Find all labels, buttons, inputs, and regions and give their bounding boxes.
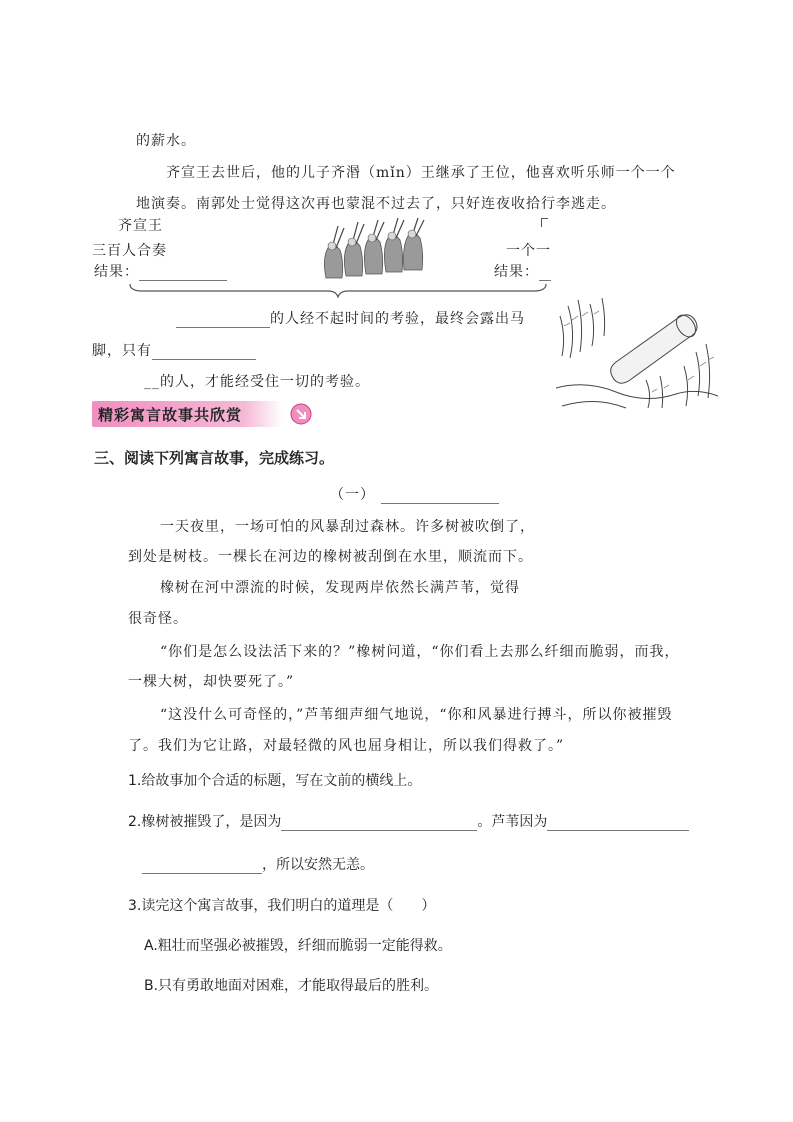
question-2-continued (142, 854, 374, 874)
story-line: 了。我们为它让路，对最轻微的风也屈身相让，所以我们得救了。” (128, 738, 565, 754)
question-2-text: 。芦苇因为 (477, 814, 548, 830)
paragraph-line: 地演奏。南郭处士觉得这次再也蒙混不过去了，只好连夜收拾行李逃走。 (136, 196, 616, 212)
story-line: 橡树在河中漂流的时候，发现两岸依然长满芦苇，觉得 (160, 580, 520, 596)
story-title-line (330, 484, 499, 504)
diagram-right-mode: 一个一 (506, 243, 551, 259)
cropped-glyph (541, 218, 548, 227)
answer-blank[interactable] (142, 859, 262, 874)
story-number: （一） (330, 487, 375, 503)
paragraph-line: 的薪水。 (136, 133, 196, 149)
option-b[interactable]: B.只有勇敢地面对困难，才能取得最后的胜利。 (144, 978, 439, 994)
question-1: 1.给故事加个合适的标题，写在文前的横线上。 (128, 773, 422, 789)
fill-line (176, 308, 525, 328)
fill-line (92, 340, 256, 360)
answer-blank[interactable] (139, 266, 227, 281)
diagram-brace (128, 282, 548, 298)
section-heading: 三、阅读下列寓言故事，完成练习。 (94, 449, 335, 467)
fill-text: 的人经不起时间的考验，最终会露出马 (270, 311, 525, 327)
story-line: 一棵大树，却快要死了。” (128, 674, 295, 690)
title-answer-blank[interactable] (381, 489, 499, 504)
question-3: 3.读完这个寓言故事，我们明白的道理是（ ） (128, 898, 436, 914)
option-a[interactable]: A.粗壮而坚强必被摧毁，纤细而脆弱一定能得救。 (144, 938, 452, 954)
story-line: 到处是树枝。一棵长在河边的橡树被刮倒在水里，顺流而下。 (128, 549, 533, 565)
diagram-right-result-label: 结果： (494, 264, 539, 280)
question-2-text: ，所以安然无恙。 (262, 857, 374, 873)
answer-blank[interactable] (176, 313, 270, 328)
diagram-left-mode: 三百人合奏 (92, 243, 167, 259)
answer-blank[interactable] (547, 816, 689, 831)
answer-blank[interactable] (539, 266, 551, 281)
arrow-circle-icon (290, 403, 312, 425)
sketch-illustration (556, 296, 718, 412)
answer-blank[interactable] (281, 816, 477, 831)
musicians-illustration (318, 214, 430, 280)
diagram-right-result (494, 261, 551, 281)
fill-line: __的人，才能经受住一切的考验。 (144, 374, 370, 390)
diagram-left-result-label: 结果： (94, 264, 139, 280)
question-2 (128, 811, 689, 831)
banner-title: 精彩寓言故事共欣赏 (98, 406, 243, 424)
diagram-left-result (94, 261, 227, 281)
section-banner (92, 401, 320, 427)
story-line: 一天夜里，一场可怕的风暴刮过森林。许多树被吹倒了， (160, 519, 535, 535)
diagram-left-king: 齐宣王 (118, 218, 163, 234)
story-line: “这没什么可奇怪的，”芦苇细声细气地说，“你和风暴进行搏斗，所以你被摧毁 (160, 707, 673, 723)
fill-text: 脚，只有 (92, 343, 152, 359)
story-line: “你们是怎么设法活下来的？”橡树问道，“你们看上去那么纤细而脆弱，而我， (160, 644, 680, 660)
answer-blank[interactable] (152, 345, 256, 360)
story-line: 很奇怪。 (128, 611, 188, 627)
paragraph-line: 齐宣王去世后，他的儿子齐湣（mǐn）王继承了王位，他喜欢听乐师一个一个 (166, 165, 676, 181)
question-2-text: 2.橡树被摧毁了，是因为 (128, 814, 282, 830)
